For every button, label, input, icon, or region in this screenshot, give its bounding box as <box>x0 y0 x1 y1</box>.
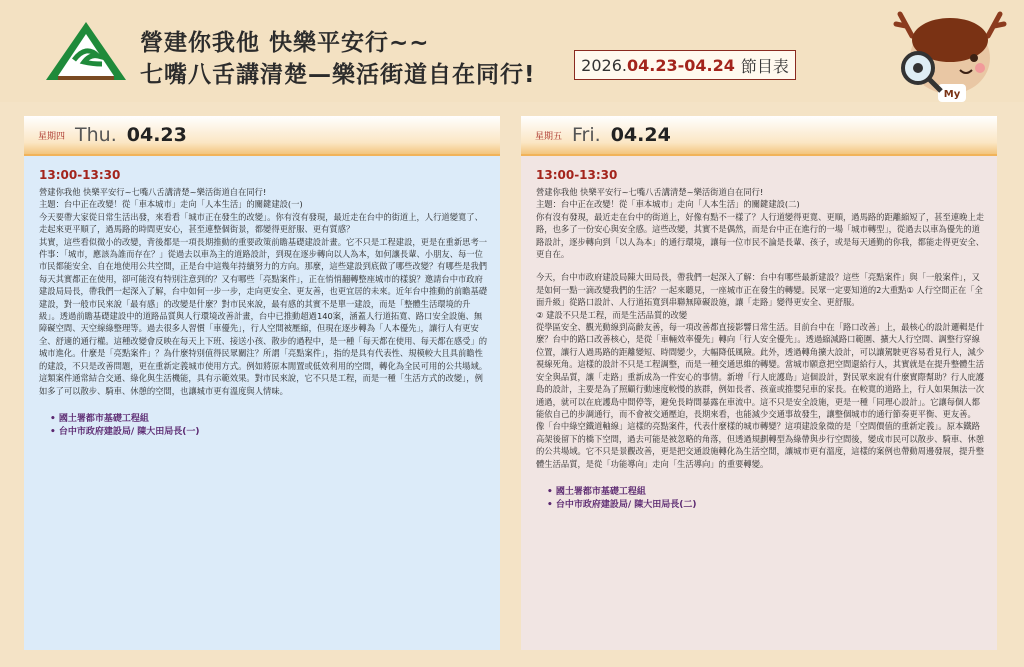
weekday-en: Fri. <box>572 124 601 146</box>
program-description <box>536 186 985 470</box>
program-description <box>39 186 488 397</box>
organizer-item: • 國土署都市基礎工程組 <box>50 413 500 426</box>
date-range: 04.23-04.24 <box>626 55 735 75</box>
schedule-label: 節目表 <box>740 56 789 76</box>
time-slot: 13:00-13:30 <box>39 168 121 182</box>
paragraph: 像「台中綠空鐵道軸線」這樣的亮點案件，代表什麼樣的城市轉變？這項建設象徵的是「空間價值的重新定義」。原本鐵路高架後留下的橋下空間，過去可能是被忽略的角落，但透過規劃轉型為綠帶與步行空間後，變成市民可以散步、騎車、休憩的公共場域。它不只是景觀改善，更是把交通設施轉化為生活空間，讓城市更有溫度，這樣的案例也帶動周邊發展，提升整體生活品質，是從「功能導向」走向「生活導向」的重要轉變。 <box>536 421 985 469</box>
paragraph: 營建你我他 快樂平安行~七嘴八舌講清楚~樂活街道自在同行! <box>536 187 764 197</box>
weekday-zh: 星期四 <box>38 131 66 142</box>
paragraph: 你有沒有發現，最近走在台中的街道上，好像有點不一樣了？人行道變得更寬、更順，過馬路的距離縮短了，甚至連晚上走路，也多了一份安心與安全感。這些改變，其實不是偶然，而是台中正在進行的一場「城市轉型」，從過去以車為優先的道路設計，逐步轉向到「以人為本」的通行環境，讓每一位市民不論是長輩、孩子，或是每天通勤的你我，都能走得更安全、更自在。 <box>536 211 985 260</box>
organizer-item: • 台中市政府建設局/ 陳大田局長(二) <box>547 499 997 512</box>
paragraph: 其實，這些看似微小的改變，背後都是一項長期推動的重要政策前瞻基礎建設計畫。它不只是工程建設，更是在重新思考一件事：「城市，應該為誰而存在？」從過去以車為主的道路設計，到現在逐步轉向以人為本，如何讓長輩、小朋友、每一位市民都能安全、自在地使用公共空間，正是台中這幾年持續努力的方向。那麼，這些建設到底做了哪些改變？有哪些是我們每天其實都正在使用，卻可能沒有特別注意到的？又有哪些「亮點案件」，正在悄悄翻轉整座城市的樣貌？邀請台中市政府建設局局長，帶我們一起深入了解，台中如何一步一步，走向更安全、更友善，也更宜居的未來。近年台中推動的前瞻基礎建設，對一般市民來說「最有感」的改變是什麼？對市民來說，最有感的其實不是單一建設，而是「整體生活環境的升級」。透過前瞻基礎建設中的道路品質與人行環境改善計畫，台中已推動超過140案，涵蓋人行道拓寬、路口安全設施、無障礙空間、天空線綠整理等。過去很多人習慣「車優先」，行人空間被壓縮，但現在逐步轉為「人本優先」，讓行人有更安全、舒適的通行權。這種改變會反映在每天上下班、接送小孩、散步的過程中，是一種「每天都在使用、每天都在感受」的城市進化。什麼是「亮點案件」？為什麼特別值得民眾關注？所謂「亮點案件」，指的是具有代表性、規模較大且具前瞻性的建設，不只是改善問題，更在重新定義城市使用方式。例如將原本閒置或低效利用的空間，轉化為全民可用的公共場域。這類案件通常結合交通、綠化與生活機能，具有示範效果。對市民來說，它不只是工程，而是一種「生活方式的改變」，例如多了可以散步、騎車、休憩的空間，也讓城市更有溫度與人情味。 <box>39 236 488 396</box>
cpami-logo-icon <box>44 20 128 82</box>
page-header <box>0 0 1024 102</box>
paragraph: 今天，台中市政府建設局陳大田局長，帶我們一起深入了解：台中有哪些最新建設？這些「亮點案件」與「一般案件」，又是如何一點一滴改變我們的生活？一起來聽見，一座城市正在發生的轉變。民眾一定要知道的2大重點① 人行空間正在「全面升級」從路口設計、人行道拓寬到串聯無障礙設施，讓「走路」變得更安全、更舒服。 <box>536 272 983 308</box>
day-header <box>521 116 997 156</box>
day-header <box>24 116 500 156</box>
date-prefix: 2026. <box>581 55 627 75</box>
time-slot: 13:00-13:30 <box>536 168 618 182</box>
day-panel-friday <box>521 116 997 650</box>
organizer-list <box>50 413 500 439</box>
day-date: 04.24 <box>610 124 671 146</box>
weekday-zh: 星期五 <box>535 131 563 142</box>
organizer-item: • 國土署都市基礎工程組 <box>547 486 997 499</box>
day-panel-thursday <box>24 116 500 650</box>
organizer-list <box>547 486 997 512</box>
paragraph: 營建你我他 快樂平安行~七嘴八舌講清楚~樂活街道自在同行! <box>39 187 267 197</box>
program-title-line1: 營建你我他 快樂平安行~~ <box>140 30 430 56</box>
paragraph: 主題：台中正在改變！從「車本城市」走向「人本生活」的關鍵建設(一) <box>39 199 303 210</box>
schedule-date-box <box>574 50 796 80</box>
paragraph: ② 建設不只是工程，而是生活品質的改變 <box>536 309 688 320</box>
paragraph: 從學區安全、觀光動線到高齡友善，每一項改善都直接影響日常生活。目前台中在「路口改善」上，最核心的設計邏輯是什麼？台中的路口改善核心，是從「車輛效率優先」轉向「行人安全優先」。透過縮減路口範圍、擴大人行空間、調整行穿線位置，讓行人過馬路的距離變短、時間變少，大幅降低風險。此外，透過轉角擴大設計，可以讓駕駛更容易看見行人，減少視線死角。這樣的設計不只是工程調整，而是一種交通思維的轉變。當城市願意把空間還給行人，其實就是在提升整體生活安全與品質，讓「走路」重新成為一件安心的事情。新增「行人庇護島」這個設計，對民眾來說有什麼實際幫助？行人庇護島的設計，主要是為了照顧行動速度較慢的族群，例如長者、孩童或推嬰兒車的家長。在較寬的道路上，行人如果無法一次通過，就可以在庇護島中間停等，避免長時間暴露在車流中。這不只是安全設施，更是一種「同理心設計」。它讓每個人都能依自己的步調通行，而不會被交通壓迫，長期來看，也能減少交通事故發生，讓整個城市的通行節奏更平衡、更友善。 <box>536 322 985 419</box>
paragraph: 今天要帶大家從日常生活出發，來看看「城市正在發生的改變」。你有沒有發現，最近走在台中的街道上，人行道變寬了、走起來更平順了，過馬路的時間更安心，甚至連整個街景，都變得更舒服、更有質感？ <box>39 211 483 235</box>
organizer-item: • 台中市政府建設局/ 陳大田局長(一) <box>50 426 500 439</box>
paragraph: 主題：台中正在改變！從「車本城市」走向「人本生活」的關鍵建設(二) <box>536 199 800 210</box>
mascot-badge: My <box>943 89 961 100</box>
weekday-en: Thu. <box>75 124 117 146</box>
day-date: 04.23 <box>126 124 187 146</box>
magnifier-icon <box>896 46 944 94</box>
program-title-line2: 七嘴八舌講清楚—樂活街道自在同行! <box>140 62 536 88</box>
